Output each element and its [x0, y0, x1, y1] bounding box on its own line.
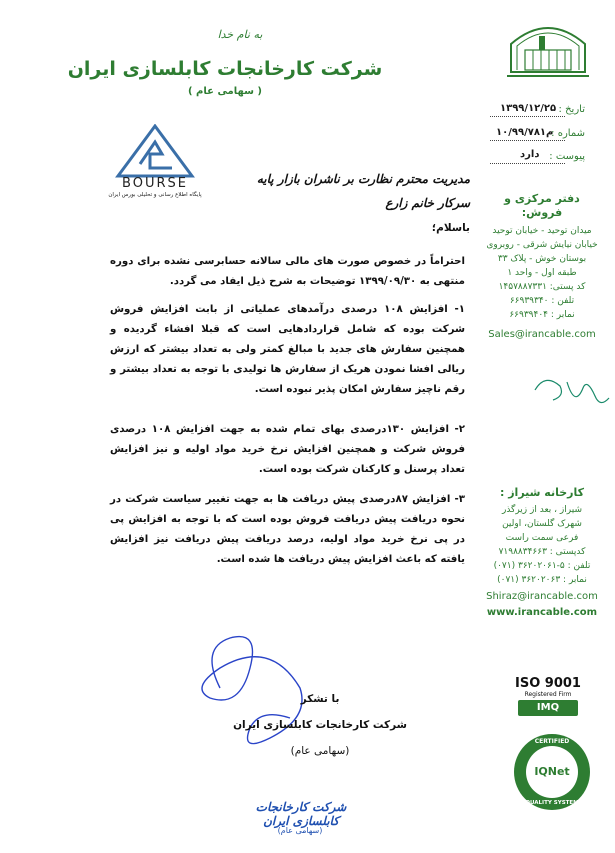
hq-fax: نمابر : ۶۶۹۳۹۴۰۴: [509, 310, 575, 320]
hq-address-line: خیابان نیایش شرقی - روبروی: [486, 240, 598, 250]
letter-item-1: ۱- افزایش ۱۰۸ درصدی درآمدهای عملیاتی از بابت افزایش فروش شرکت بوده که شامل قراردادهایی است که قبلا افشاء گردیده و همچنین سفارش های جدید با مبالغ کمتر ولی به تعداد بیشتر که ارزش ریالی افشا نمودن هریک از سفارش ها تولیدی با توجه به تعداد بیشتر و رقم ناچیز سفارش امکان پذیر نبوده است.: [110, 304, 465, 395]
sales-email[interactable]: Sales@irancable.com: [488, 329, 596, 340]
signature-company: شرکت کارخانجات کابلسازی ایران: [233, 719, 407, 731]
iqnet-mid-text: IQNet: [534, 765, 570, 778]
shiraz-email[interactable]: Shiraz@irancable.com: [486, 591, 598, 602]
handwritten-note: [505, 368, 615, 418]
attention-line: سرکار خانم زارع: [385, 196, 470, 210]
bourse-caption: پایگاه اطلاع رسانی و تحلیلی بورس ایران: [108, 192, 202, 198]
company-stamp: شرکت کارخانجات کابلسازی ایران: [255, 800, 347, 828]
number-label: شماره :: [551, 128, 585, 139]
shiraz-address-line: شهرک گلستان، اولین: [502, 519, 582, 529]
date-value: ۱۳۹۹/۱۲/۲۵: [500, 103, 557, 114]
attachment-value: دارد: [520, 149, 540, 160]
letter-intro: احتراماً در خصوص صورت های مالی سالانه حسابرسی نشده برای دوره منتهی به ۱۳۹۹/۰۹/۳۰ توضیحات به شرح ذیل ایفاد می گردد.: [110, 256, 465, 287]
closing: با تشکر: [300, 693, 340, 705]
shiraz-postal: کدپستی : ۷۱۹۸۸۳۴۶۶۳: [498, 547, 586, 557]
hq-address-line: میدان توحید - خیابان توحید: [492, 226, 592, 236]
joint-stock-label: ( سهامی عام ): [187, 86, 263, 97]
date-label: تاریخ :: [558, 104, 585, 115]
letter-item-2: ۲- افزایش ۱۳۰درصدی بهای تمام شده به جهت افزایش ۱۰۸ درصدی فروش شرکت و همچنین افزایش نرخ خرید مواد اولیه و نیز افزایش تعداد پرسنل و کارکنان شرکت بوده است.: [110, 424, 465, 475]
shiraz-address-line: شیراز ، بعد از زیرگذر: [501, 505, 582, 515]
iqnet-top-text: CERTIFIED: [534, 738, 570, 745]
shiraz-fax: نمابر : ۳۶۲۰۲۰۶۳ (۰۷۱): [497, 575, 587, 585]
iso-sub: Registered Firm: [524, 691, 572, 698]
iso-badge: [513, 676, 583, 716]
signature-joint: (سهامی عام): [290, 745, 350, 757]
imq-logo: IMQ: [518, 700, 578, 716]
hq-title: دفتر مرکزی و فروش:: [504, 192, 580, 219]
attachment-label: پیوست :: [549, 151, 585, 162]
sidebar-shiraz: [483, 486, 601, 620]
shiraz-phone: تلفن : ۵-۳۶۲۰۲۰۶۱ (۰۷۱): [493, 561, 591, 571]
iqnet-seal: [512, 732, 592, 812]
hq-phone: تلفن : ۶۶۹۳۹۳۴۰: [509, 296, 575, 306]
hq-address-line: بوستان خوش - پلاک ۳۳: [497, 254, 587, 264]
hq-address-line: طبقه اول - واحد ۱: [507, 268, 577, 278]
shiraz-address-line: فرعی سمت راست: [505, 533, 579, 543]
bourse-logo: [100, 124, 210, 198]
greeting: باسلام؛: [431, 222, 470, 234]
website-link[interactable]: www.irancable.com: [486, 607, 598, 618]
company-logo: [503, 10, 593, 82]
addressee: مدیریت محترم نظارت بر ناشران بازار پایه: [256, 172, 470, 186]
iso-label: ISO 9001: [515, 676, 581, 691]
company-stamp-sub: (سهامی عام): [277, 826, 323, 835]
number-value: ۱۰/۹۹/۷۸۱م: [496, 127, 554, 138]
letter-item-3: ۳- افزایش ۸۷درصدی پیش دریافت ها به جهت تغییر سیاست شرکت در نحوه دریافت پیش دریافت فروش بوده است که با توجه به افزایش پی در پی نرخ خرید مواد اولیه، درصد دریافت پیش دریافت نیز افزایش یافته که باعث افزایش پیش دریافت ها شده است.: [110, 494, 465, 565]
shiraz-title: کارخانه شیراز :: [499, 486, 585, 499]
company-name: شرکت کارخانجات کابلسازی ایران: [67, 58, 383, 80]
hq-postal: کد پستی: ۱۴۵۷۸۸۷۳۳۱: [498, 282, 586, 292]
bismillah: به نام خدا: [217, 28, 263, 41]
bourse-word: BOURSE: [122, 176, 188, 191]
iqnet-bottom-text: QUALITY SYSTEM: [525, 800, 579, 806]
sidebar-hq: [483, 192, 601, 342]
